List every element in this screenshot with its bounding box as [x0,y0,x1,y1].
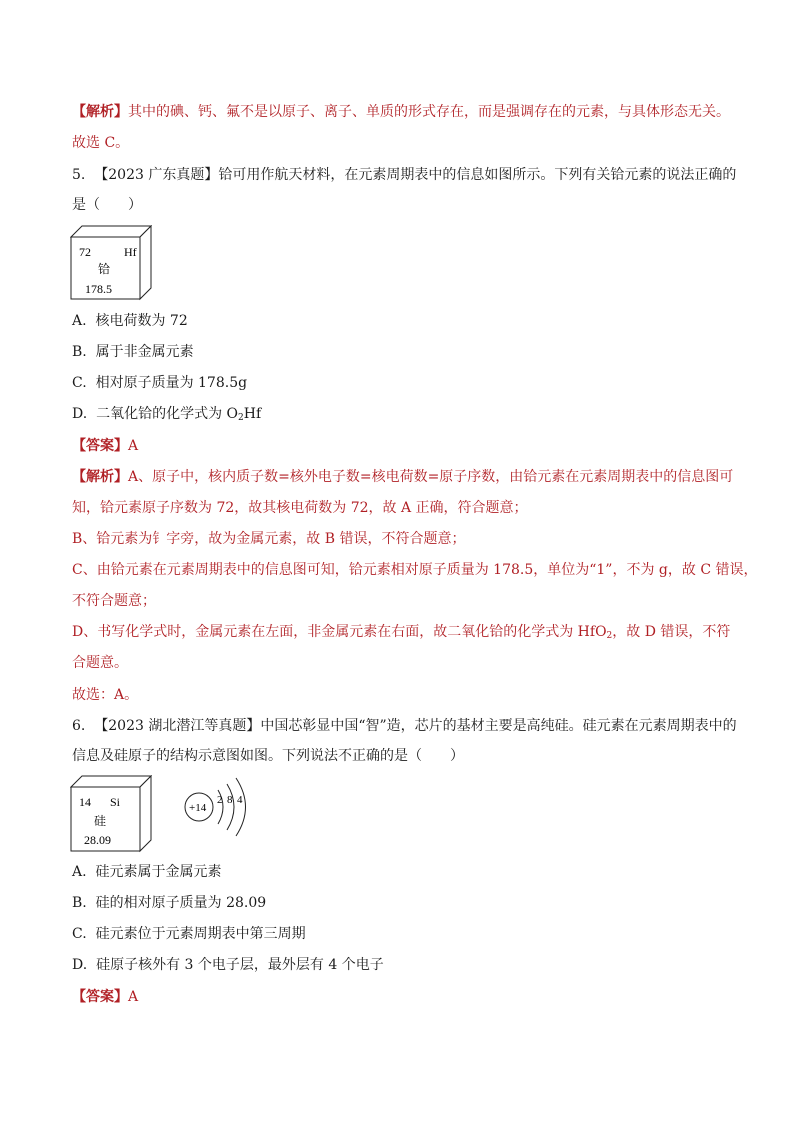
si-atom-diagram [178,774,270,848]
option-text: 相对原子质量为 178.5g [95,375,248,391]
option-key: A. [72,313,87,329]
option-key: B. [72,895,87,911]
hf-mass: 178.5 [85,282,112,296]
shell-2-electrons: 8 [227,794,233,806]
q5-option-c [72,373,247,393]
q5-conclusion: 故选：A。 [72,687,139,703]
q5-jiexi-line6 [72,622,730,646]
si-atom-drawing [178,774,270,844]
si-name: 硅 [94,814,107,828]
option-text: 二氧化铪的化学式为 O [96,406,239,422]
subscript: 2 [606,631,613,641]
q5-jiexi-line5: 不符合题意； [72,593,156,609]
electron-shell-2 [227,784,234,830]
hf-symbol: Hf [124,245,137,259]
answer-value: A [128,438,139,454]
si-element-cell [70,775,152,853]
q4-jiexi-line1 [72,102,730,122]
q6-option-d [72,955,384,975]
electron-shell-3 [236,778,246,836]
subscript: 2 [238,413,244,423]
hf-name: 铪 [98,262,111,276]
q5-option-a [72,311,188,331]
si-mass: 28.09 [84,833,111,847]
answer-tag: 【答案】 [72,438,128,454]
q6-option-c [72,924,306,944]
answer-tag: 【答案】 [72,989,128,1005]
q5-source: 【2023 广东真题】 [94,167,219,183]
jiexi-text: A、原子中，核内质子数=核外电子数=核电荷数=原子序数，由铪元素在元素周期表中的信息图可 [128,469,734,485]
q5-option-d [72,404,261,428]
si-atomic-number: 14 [79,795,91,809]
option-key: D. [72,957,88,973]
si-nucleus-charge: +14 [189,802,207,814]
option-key: C. [72,375,87,391]
jiexi-text: D、书写化学式时，金属元素在左面，非金属元素在右面，故二氧化铪的化学式为 HfO [72,624,607,640]
option-key: A. [72,864,87,880]
q5-jiexi-line4: C、由铪元素在元素周期表中的信息图可知，铪元素相对原子质量为 178.5，单位为“1”，不为 g，故 C 错误， [72,562,758,578]
q6-source: 【2023 湖北潜江等真题】 [94,718,261,734]
q6-answer [72,987,138,1007]
option-text-after: Hf [243,406,262,422]
shell-3-electrons: 4 [237,794,243,806]
q6-option-b [72,893,266,913]
q5-stem-line2: 是（ ） [72,197,142,213]
option-key: D. [72,406,88,422]
hf-element-cell-drawing [70,225,152,301]
answer-value: A [128,989,139,1005]
q5-number: 5. [72,167,86,183]
option-text: 硅元素位于元素周期表中第三周期 [95,926,306,942]
q5-jiexi-line2: 知，铪元素原子序数为 72，故其核电荷数为 72，故 A 正确，符合题意； [72,500,528,516]
q6-stem-line1 [72,716,737,736]
q5-jiexi-line7: 合题意。 [72,655,128,671]
option-text: 硅元素属于金属元素 [95,864,222,880]
shell-1-electrons: 2 [217,794,223,806]
option-text: 属于非金属元素 [95,344,194,360]
q5-stem-text1: 铪可用作航天材料，在元素周期表中的信息如图所示。下列有关铪元素的说法正确的 [218,167,737,183]
q4-jiexi-text: 其中的碘、钙、氟不是以原子、离子、单质的形式存在，而是强调存在的元素，与具体形态无关。 [128,104,730,120]
q5-jiexi-line3: B、铪元素为钅字旁，故为金属元素，故 B 错误，不符合题意； [72,531,466,547]
q5-option-b [72,342,194,362]
option-text: 硅原子核外有 3 个电子层，最外层有 4 个电子 [96,957,384,973]
option-key: B. [72,344,87,360]
jiexi-tag: 【解析】 [72,104,128,120]
q6-option-a [72,862,221,882]
q5-answer [72,436,138,456]
jiexi-tag: 【解析】 [72,469,128,485]
q6-stem-text1: 中国芯彰显中国“智”造，芯片的基材主要是高纯硅。硅元素在元素周期表中的 [260,718,737,734]
si-element-cell-drawing [70,775,152,853]
q4-jiexi-line2: 故选 C。 [72,135,130,151]
option-text: 核电荷数为 72 [95,313,188,329]
q5-jiexi-line1 [72,467,733,487]
q6-stem-line2: 信息及硅原子的结构示意图如图。下列说法不正确的是（ ） [72,748,464,764]
hf-element-cell [70,225,152,301]
option-text: 硅的相对原子质量为 28.09 [95,895,267,911]
q6-number: 6. [72,718,86,734]
option-key: C. [72,926,87,942]
jiexi-text: ，故 D 错误，不符 [612,624,731,640]
q5-stem-line1 [72,165,736,185]
hf-atomic-number: 72 [79,245,91,259]
si-symbol: Si [110,795,121,809]
